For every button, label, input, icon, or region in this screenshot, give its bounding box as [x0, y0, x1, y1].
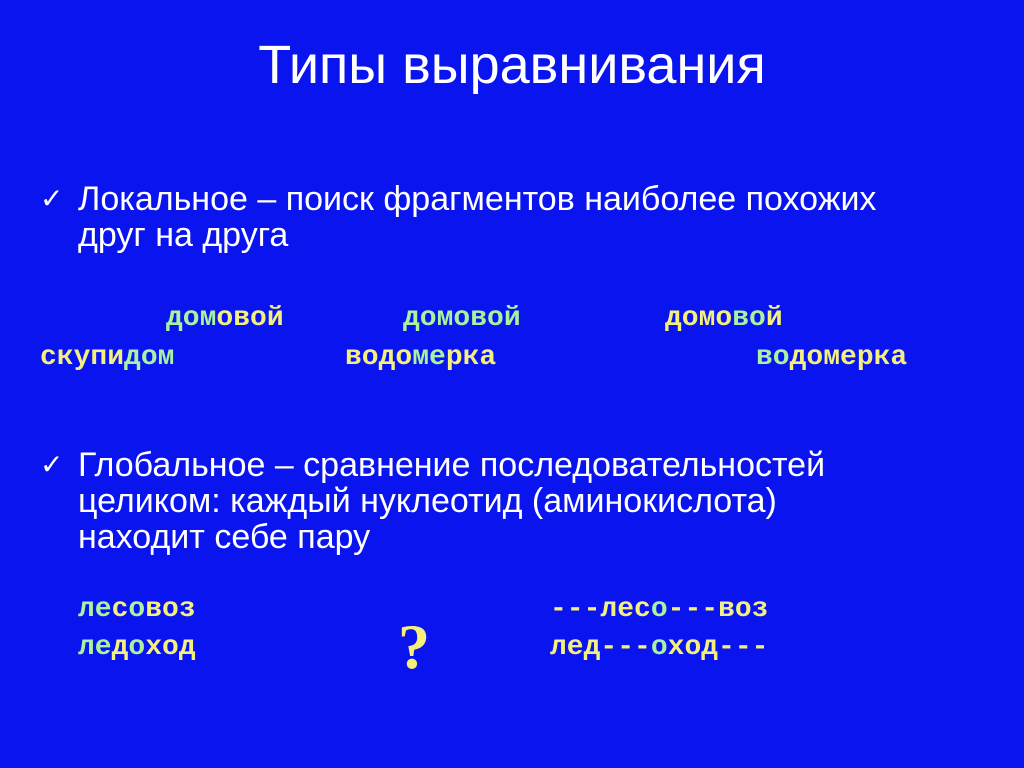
- checkmark-icon: ✓: [40, 448, 64, 481]
- matched-segment: дом: [124, 342, 175, 373]
- sequence: [756, 342, 907, 374]
- sequence-segment: водо: [345, 342, 413, 373]
- sequence: [403, 303, 521, 335]
- sequence-segment: д: [178, 632, 196, 663]
- sequence: [550, 594, 768, 626]
- matched-segment: дом: [166, 303, 217, 334]
- sequence: [78, 594, 196, 626]
- sequence-segment: с: [111, 594, 129, 625]
- matched-segment: о: [650, 632, 668, 663]
- checkmark-icon: ✓: [40, 182, 64, 215]
- sequence-segment: хо: [145, 632, 179, 663]
- matched-segment: о: [128, 632, 146, 663]
- bullet-line: друг на друга: [78, 216, 289, 254]
- matched-segment: во: [732, 303, 766, 334]
- sequence-segment: домо: [665, 303, 733, 334]
- sequence-segment: ---воз: [667, 594, 769, 625]
- bullet-line: Глобальное – сравнение последовательностей: [78, 446, 826, 484]
- sequence-segment: скупи: [40, 342, 125, 373]
- slide-title: Типы выравнивания: [258, 35, 766, 95]
- sequence: [166, 303, 284, 335]
- matched-segment: о: [650, 594, 668, 625]
- matched-segment: домовой: [403, 303, 521, 334]
- bullet-line: целиком: каждый нуклеотид (аминокислота): [78, 482, 777, 520]
- sequence-segment: лед---: [550, 632, 651, 663]
- question-mark: ?: [398, 611, 430, 682]
- sequence: [665, 303, 783, 335]
- sequence-segment: овой: [216, 303, 284, 334]
- sequence-segment: й: [765, 303, 783, 334]
- bullet-text: [78, 447, 825, 555]
- sequence-segment: лес: [600, 594, 651, 625]
- sequence-segment: рка: [445, 342, 497, 373]
- sequence-segment: ---: [550, 594, 601, 625]
- matched-segment: во: [756, 342, 790, 373]
- bullet-line: находит себе пару: [78, 518, 371, 556]
- sequence-segment: д: [111, 632, 129, 663]
- sequence-segment: домерка: [789, 342, 908, 373]
- matched-segment: ле: [78, 594, 112, 625]
- matched-segment: ме: [412, 342, 446, 373]
- sequence: [345, 342, 496, 374]
- matched-segment: о: [128, 594, 146, 625]
- sequence-segment: з: [178, 594, 196, 625]
- bullet-line: Локальное – поиск фрагментов наиболее похожих: [78, 180, 877, 218]
- sequence: [40, 342, 174, 374]
- matched-segment: ле: [78, 632, 112, 663]
- bullet-text: [78, 181, 876, 253]
- sequence-segment: ход---: [667, 632, 769, 663]
- sequence: [78, 632, 196, 664]
- sequence: [550, 632, 768, 664]
- sequence-segment: во: [145, 594, 179, 625]
